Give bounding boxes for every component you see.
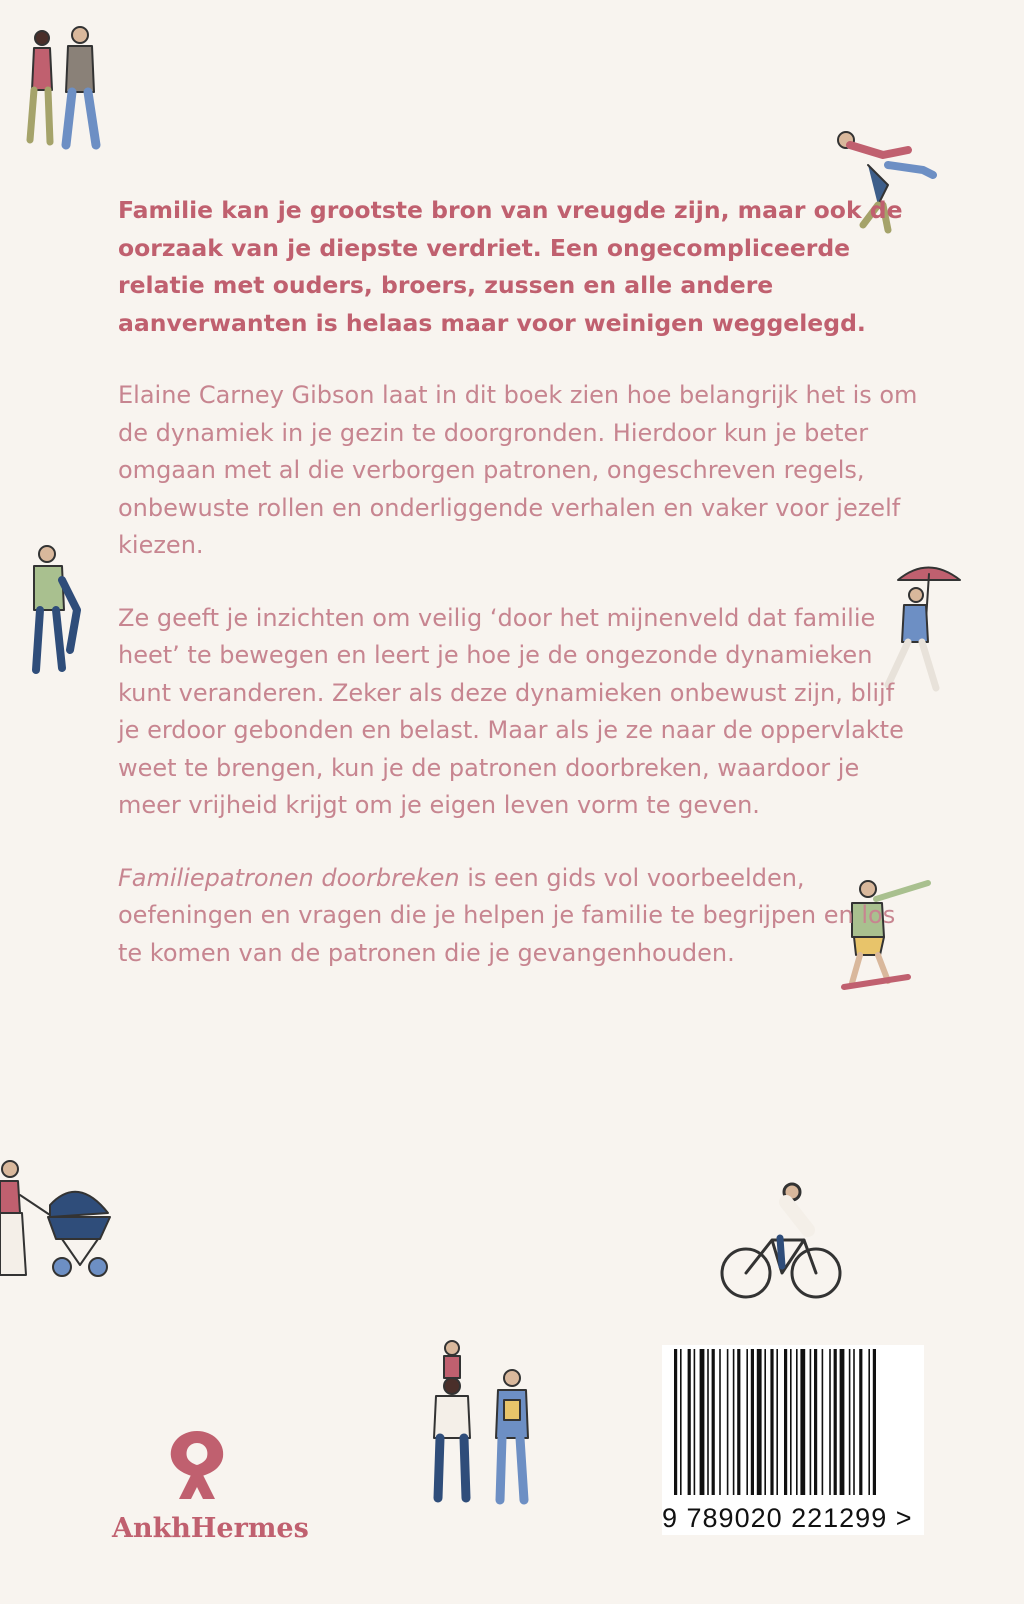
barcode-bar [680, 1349, 682, 1495]
barcode-bar [746, 1349, 748, 1495]
barcode-bar [796, 1349, 798, 1495]
barcode-bar [784, 1349, 787, 1495]
barcode-bar [733, 1349, 735, 1495]
publisher-name: AnkhHermes [112, 1513, 309, 1544]
barcode-bar [814, 1349, 817, 1495]
cyclist-illustration [720, 1178, 845, 1303]
back-cover-blurb [118, 192, 918, 1007]
barcode-bar [719, 1349, 721, 1495]
body-paragraph-3-rest: is een gids vol voorbeelden, oefeningen en vragen die je helpen je familie te begrijpen en los te komen van de patronen die je gevangenhouden. [118, 863, 896, 967]
barcode-bar [770, 1349, 773, 1495]
barcode-bar [700, 1349, 705, 1495]
barcode-bar [737, 1349, 740, 1495]
barcode-bar [694, 1349, 696, 1495]
barcode-bar [868, 1349, 870, 1495]
barcode-bar [873, 1349, 876, 1495]
barcode-bar [790, 1349, 792, 1495]
body-paragraph-1: Elaine Carney Gibson laat in dit boek zien hoe belangrijk het is om de dynamiek in je gezin te doorgronden. Hierdoor kun je beter omgaan met al die verborgen patronen, ongeschreven regels, onbewuste rollen en onderliggende verhalen en vaker voor jezelf kiezen. [118, 381, 918, 559]
barcode-bar [727, 1349, 729, 1495]
barcode-bar [764, 1349, 766, 1495]
family-walking-illustration [420, 1338, 560, 1508]
barcode-bar [712, 1349, 715, 1495]
woman-with-stroller-illustration [0, 1155, 120, 1285]
barcode-bar [688, 1349, 691, 1495]
barcode-bar [853, 1349, 855, 1495]
barcode-bar [840, 1349, 845, 1495]
man-with-coat-illustration [22, 540, 87, 680]
body-paragraph-3 [118, 860, 918, 973]
barcode-bar [751, 1349, 754, 1495]
lead-paragraph: Familie kan je grootste bron van vreugde zijn, maar ook de oorzaak van je diepste verdriet. Een ongecompliceerde relatie met ouders, broers, zussen en alle andere aanverwanten is helaas maar voor weinigen weggelegd. [118, 196, 903, 337]
barcode-bar [822, 1349, 824, 1495]
barcode-bar [707, 1349, 709, 1495]
isbn-barcode [662, 1345, 924, 1535]
barcode-bars [662, 1345, 924, 1497]
barcode-bar [810, 1349, 812, 1495]
book-title-italic: Familiepatronen doorbreken [118, 863, 460, 892]
barcode-bar [829, 1349, 831, 1495]
barcode-bar [776, 1349, 778, 1495]
barcode-bar [834, 1349, 837, 1495]
barcode-bar [849, 1349, 851, 1495]
barcode-bar [757, 1349, 762, 1495]
ankh-logo-icon [157, 1425, 237, 1505]
couple-walking-illustration [20, 20, 115, 155]
isbn-number: 9 789020 221299 > [662, 1503, 913, 1533]
barcode-bar [859, 1349, 862, 1495]
body-paragraph-2: Ze geeft je inzichten om veilig ‘door het mijnenveld dat familie heet’ te bewegen en leert je hoe je de ongezonde dynamieken kunt veranderen. Zeker als deze dynamieken onbewust zijn, blijf je erdoor gebonden en belast. Maar als je ze naar de oppervlakte weet te brengen, kun je de patronen doorbreken, waardoor je meer vrijheid krijgt om je eigen leven vorm te geven. [118, 603, 904, 819]
publisher-logo [112, 1425, 309, 1544]
barcode-bar [674, 1349, 677, 1495]
barcode-bar [800, 1349, 805, 1495]
